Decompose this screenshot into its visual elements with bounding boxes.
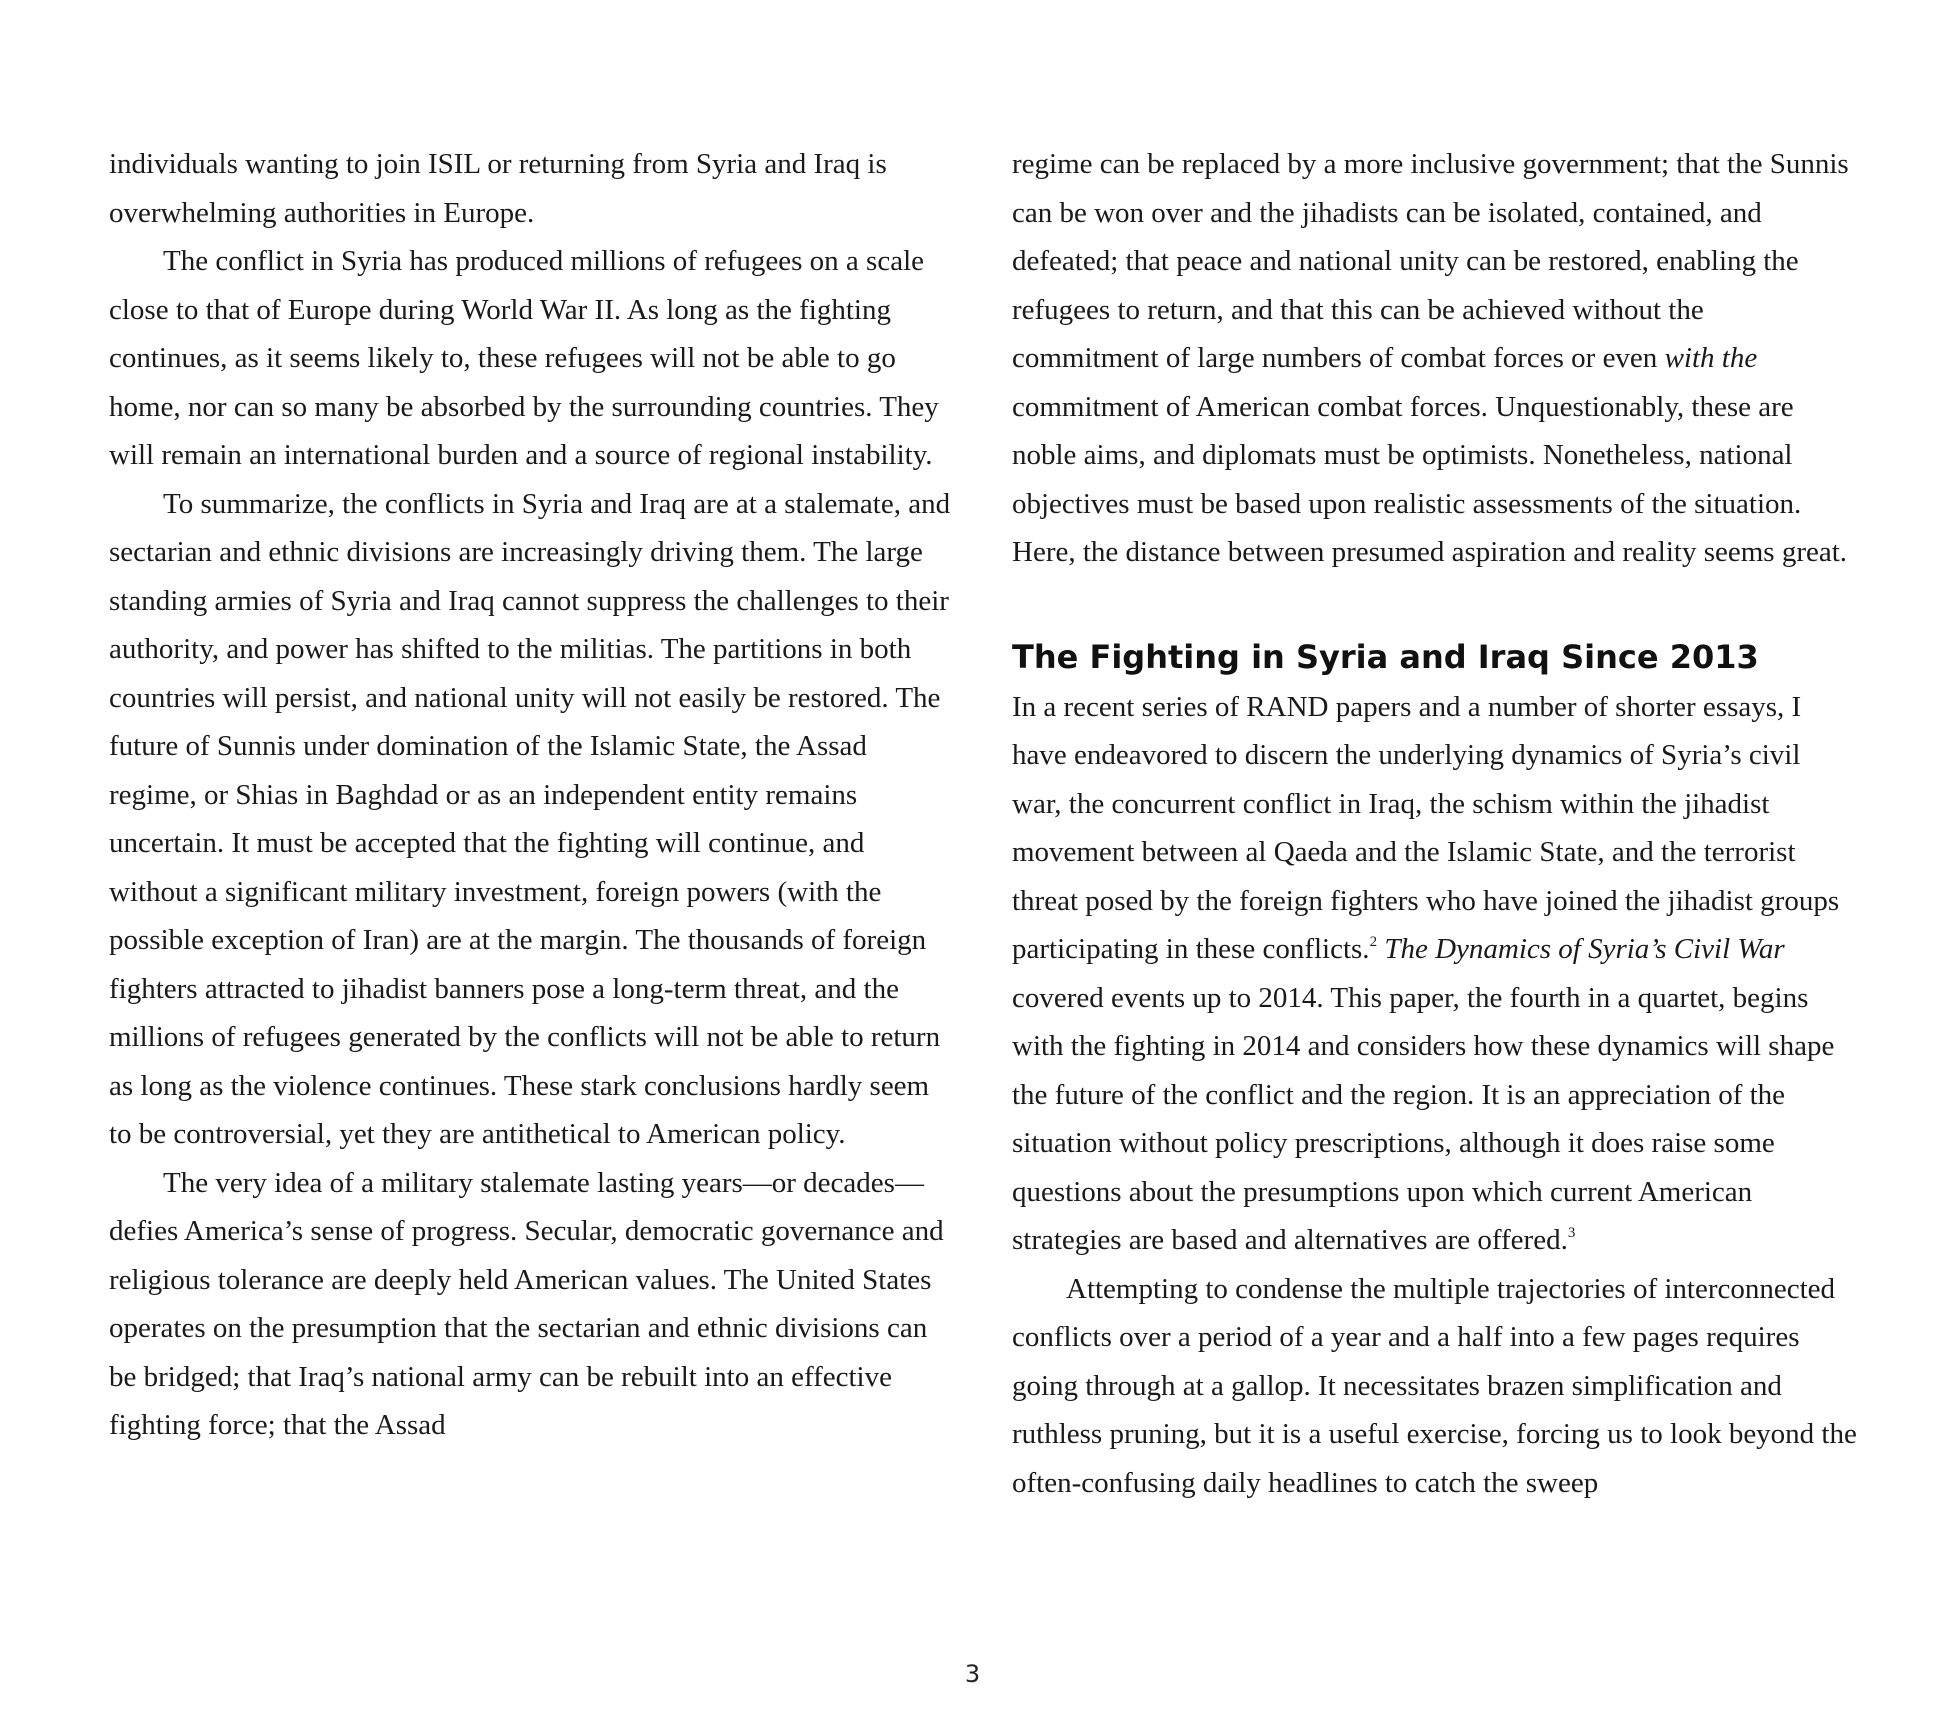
paragraph: individuals wanting to join ISIL or returning from Syria and Iraq is overwhelming authorities in Europe. bbox=[109, 148, 887, 229]
text-run: commitment of American combat forces. Unquestionably, these are noble aims, and diplomats must be optimists. Nonetheless, national objectives must be based upon realistic assessments of the situation. Here, the distance between presumed aspiration and reality seems great. bbox=[1012, 390, 1848, 568]
italic-text: with the bbox=[1664, 342, 1758, 374]
section-heading: The Fighting in Syria and Iraq Since 2013 bbox=[1012, 637, 1759, 676]
paragraph bbox=[1012, 683, 1857, 1265]
text-run: regime can be replaced by a more inclusive government; that the Sunnis can be won over and the jihadists can be isolated, contained, and defeated; that peace and national unity can be restored, enabling the refugees to return, and that this can be achieved without the commitment of large numbers of combat forces or even bbox=[1012, 148, 1849, 374]
paragraph: Attempting to condense the multiple trajectories of interconnected conflicts over a period of a year and a half into a few pages requires going through at a gallop. It necessitates brazen simplification and ruthless pruning, but it is a useful exercise, forcing us to look beyond the often-confusing daily headlines to catch the sweep bbox=[1012, 1272, 1857, 1499]
footnote-ref-3[interactable]: 3 bbox=[1567, 1225, 1576, 1241]
right-column bbox=[1012, 140, 1857, 1507]
text-run: covered events up to 2014. This paper, the fourth in a quartet, begins with the fighting in 2014 and considers how these dynamics will shape the future of the conflict and the region. It is an appreciation of the situation without policy prescriptions, although it does raise some questions about the presumptions upon which current American strategies are based and alternatives are offered. bbox=[1012, 981, 1835, 1256]
footnote-ref-2[interactable]: 2 bbox=[1369, 934, 1378, 950]
page-number: 3 bbox=[964, 1660, 981, 1688]
paragraph bbox=[1012, 140, 1857, 577]
left-column bbox=[109, 140, 954, 1450]
paragraph: The conflict in Syria has produced millions of refugees on a scale close to that of Europe during World War II. As long as the fighting continues, as it seems likely to, these refugees will not be able to go home, nor can so many be absorbed by the surrounding countries. They will remain an international burden and a source of regional instability. bbox=[109, 245, 939, 471]
text-run: In a recent series of RAND papers and a number of shorter essays, I have endeavored to discern the underlying dynamics of Syria’s civil war, the concurrent conflict in Iraq, the schism within the jihadist movement between al Qaeda and the Islamic State, and the terrorist threat posed by the foreign fighters who have joined the jihadist groups participating in these conflicts. bbox=[1012, 690, 1840, 965]
italic-title: The Dynamics of Syria’s Civil War bbox=[1384, 933, 1785, 965]
paragraph: The very idea of a military stalemate lasting years—or decades—defies America’s sense of progress. Secular, democratic governance and religious tolerance are deeply held American values. The United States operates on the presumption that the sectarian and ethnic divisions can be bridged; that Iraq’s national army can be rebuilt into an effective fighting force; that the Assad bbox=[109, 1166, 944, 1441]
paragraph: To summarize, the conflicts in Syria and Iraq are at a stalemate, and sectarian and ethnic divisions are increasingly driving them. The large standing armies of Syria and Iraq cannot suppress the challenges to their authority, and power has shifted to the militias. The partitions in both countries will persist, and national unity will not easily be restored. The future of Sunnis under domination of the Islamic State, the Assad regime, or Shias in Baghdad or as an independent entity remains uncertain. It must be accepted that the fighting will continue, and without a significant military investment, foreign powers (with the possible exception of Iran) are at the margin. The thousands of foreign fighters attracted to jihadist banners pose a long-term threat, and the millions of refugees generated by the conflicts will not be able to return as long as the violence continues. These stark conclusions hardly seem to be controversial, yet they are antithetical to American policy. bbox=[109, 487, 951, 1150]
